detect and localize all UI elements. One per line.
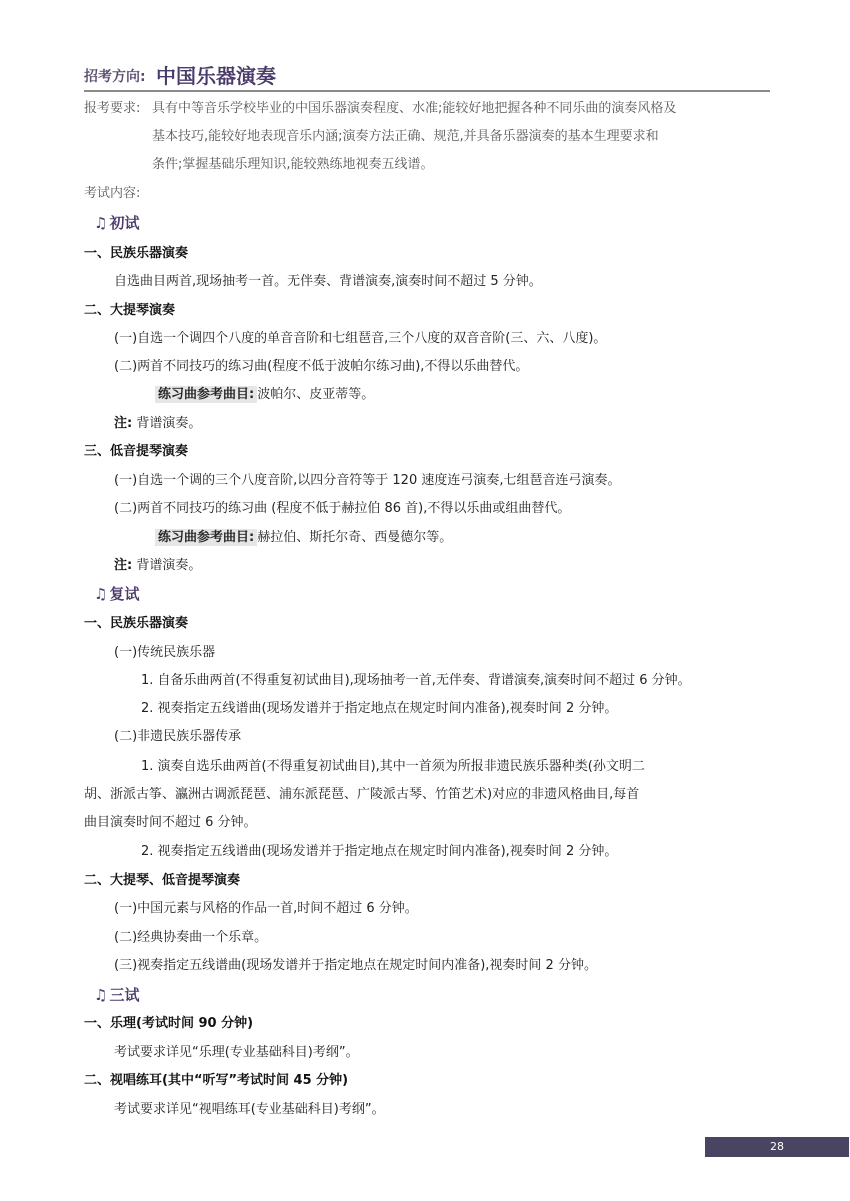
requirement-line-1: 具有中等音乐学校毕业的中国乐器演奏程度、水准;能较好地把握各种不同乐曲的演奏风格及 bbox=[152, 101, 677, 116]
r1-section3-title: 三、低音提琴演奏 bbox=[84, 444, 189, 459]
music-note-icon: ♫ bbox=[94, 585, 108, 603]
r1-section3-item2: (二)两首不同技巧的练习曲 (程度不低于赫拉伯 86 首),不得以乐曲或组曲替代。 bbox=[114, 501, 571, 516]
direction-label: 招考方向: bbox=[84, 69, 146, 85]
direction-title: 中国乐器演奏 bbox=[156, 64, 276, 88]
r1-section1-text: 自选曲目两首,现场抽考一首。无伴奏、背谱演奏,演奏时间不超过 5 分钟。 bbox=[114, 274, 542, 289]
note-text: 背谱演奏。 bbox=[136, 416, 202, 431]
r3-section1-title: 一、乐理(考试时间 90 分钟) bbox=[84, 1016, 254, 1031]
requirement-line-2: 基本技巧,能较好地表现音乐内涵;演奏方法正确、规范,并具备乐器演奏的基本生理要求和 bbox=[152, 129, 659, 144]
page-header bbox=[84, 64, 770, 92]
r2-sub2-item2: 2. 视奏指定五线谱曲(现场发谱并于指定地点在规定时间内准备),视奏时间 2 分钟。 bbox=[141, 844, 618, 859]
round2-heading bbox=[94, 583, 139, 605]
r1-section2-reference bbox=[155, 385, 374, 405]
r2-sub1-item2: 2. 视奏指定五线谱曲(现场发谱并于指定地点在规定时间内准备),视奏时间 2 分钟。 bbox=[141, 701, 618, 716]
round1-title: 初试 bbox=[109, 214, 140, 232]
r1-section3-reference bbox=[155, 528, 452, 548]
r2-sub1-title: (一)传统民族乐器 bbox=[114, 645, 216, 660]
music-note-icon: ♫ bbox=[94, 214, 108, 232]
round1-heading bbox=[94, 212, 139, 234]
r2-section2-item3: (三)视奏指定五线谱曲(现场发谱并于指定地点在规定时间内准备),视奏时间 2 分钟。 bbox=[114, 958, 597, 973]
requirement-label: 报考要求: bbox=[84, 101, 141, 116]
exam-content-label: 考试内容: bbox=[84, 186, 141, 201]
note-label: 注: bbox=[114, 416, 133, 431]
music-note-icon: ♫ bbox=[94, 986, 108, 1004]
note-text: 背谱演奏。 bbox=[136, 558, 202, 573]
r1-section2-item1: (一)自选一个调四个八度的单音音阶和七组琶音,三个八度的双音音阶(三、六、八度)。 bbox=[114, 331, 607, 346]
r2-sub2-item1-line1: 1. 演奏自选乐曲两首(不得重复初试曲目),其中一首须为所报非遗民族乐器种类(孙文明二 bbox=[141, 759, 645, 774]
r1-section2-title: 二、大提琴演奏 bbox=[84, 303, 176, 318]
round3-heading bbox=[94, 984, 139, 1006]
reference-label: 练习曲参考曲目: bbox=[155, 529, 257, 546]
r2-sub2-title: (二)非遗民族乐器传承 bbox=[114, 729, 242, 744]
r1-section2-item2: (二)两首不同技巧的练习曲(程度不低于波帕尔练习曲),不得以乐曲替代。 bbox=[114, 359, 529, 374]
r1-section1-title: 一、民族乐器演奏 bbox=[84, 246, 189, 261]
round3-title: 三试 bbox=[109, 986, 140, 1004]
page-number: 28 bbox=[705, 1137, 849, 1157]
r2-section2-item1: (一)中国元素与风格的作品一首,时间不超过 6 分钟。 bbox=[114, 901, 418, 916]
r3-section2-title: 二、视唱练耳(其中“听写”考试时间 45 分钟) bbox=[84, 1073, 349, 1088]
r1-section2-note bbox=[114, 414, 201, 434]
reference-label: 练习曲参考曲目: bbox=[155, 386, 257, 403]
reference-text: 波帕尔、皮亚蒂等。 bbox=[257, 387, 375, 402]
r2-section1-title: 一、民族乐器演奏 bbox=[84, 616, 189, 631]
r3-section2-text: 考试要求详见“视唱练耳(专业基础科目)考纲”。 bbox=[114, 1102, 385, 1117]
r2-sub2-item1-line3: 曲目演奏时间不超过 6 分钟。 bbox=[84, 815, 257, 830]
r2-section2-item2: (二)经典协奏曲一个乐章。 bbox=[114, 930, 268, 945]
r2-section2-title: 二、大提琴、低音提琴演奏 bbox=[84, 873, 241, 888]
r2-sub2-item1-line2: 胡、浙派古筝、瀛洲古调派琵琶、浦东派琵琶、广陵派古琴、竹笛艺术)对应的非遗风格曲目,每首 bbox=[84, 787, 640, 802]
reference-text: 赫拉伯、斯托尔奇、西曼德尔等。 bbox=[257, 530, 453, 545]
r3-section1-text: 考试要求详见“乐理(专业基础科目)考纲”。 bbox=[114, 1045, 359, 1060]
requirement-line-3: 条件;掌握基础乐理知识,能较熟练地视奏五线谱。 bbox=[152, 157, 434, 172]
r2-sub1-item1: 1. 自备乐曲两首(不得重复初试曲目),现场抽考一首,无伴奏、背谱演奏,演奏时间不超过 6 分钟。 bbox=[141, 673, 691, 688]
round2-title: 复试 bbox=[109, 585, 140, 603]
note-label: 注: bbox=[114, 558, 133, 573]
r1-section3-note bbox=[114, 556, 201, 576]
r1-section3-item1: (一)自选一个调的三个八度音阶,以四分音符等于 120 速度连弓演奏,七组琶音连弓演奏。 bbox=[114, 473, 621, 488]
